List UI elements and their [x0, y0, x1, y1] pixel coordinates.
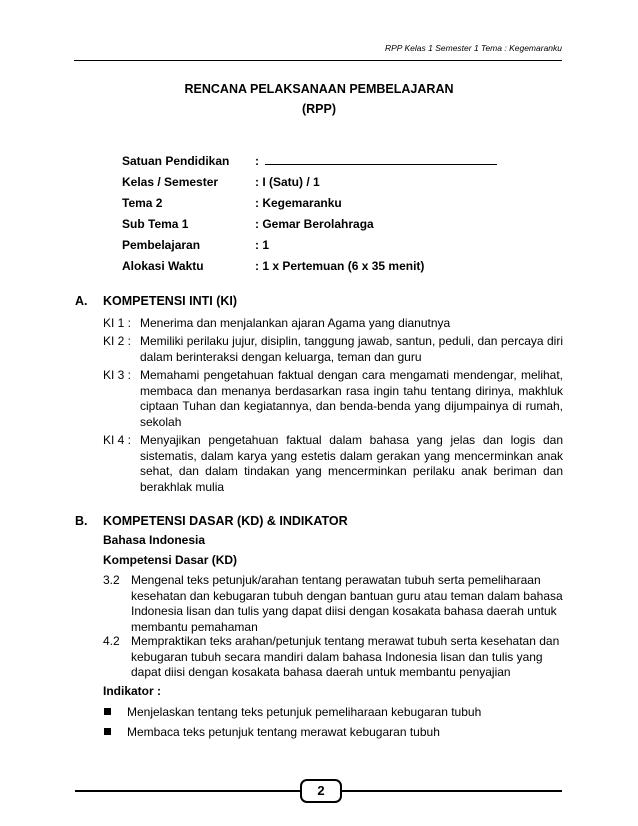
ki-number: KI 1 :	[103, 316, 132, 330]
identity-label: Pembelajaran	[122, 238, 201, 252]
square-bullet-icon	[104, 728, 111, 735]
ki-item	[103, 433, 563, 497]
ki-number: KI 4 :	[103, 433, 132, 447]
identity-label: Satuan Pendidikan	[122, 154, 230, 168]
indicator-item	[104, 705, 481, 719]
identity-row	[0, 235, 638, 256]
footer-rule-left	[75, 790, 301, 792]
ki-item	[103, 368, 563, 432]
indicator-heading: Indikator :	[103, 684, 162, 698]
identity-row	[0, 214, 638, 235]
indicator-item	[104, 725, 440, 739]
ki-item	[103, 334, 563, 366]
identity-table	[0, 151, 638, 281]
document-title: RENCANA PELAKSANAAN PEMBELAJARAN	[184, 82, 454, 96]
kd-number: 4.2	[103, 634, 120, 648]
document-subtitle: (RPP)	[301, 102, 337, 116]
ki-item	[103, 316, 563, 332]
kd-item	[103, 573, 563, 637]
identity-value: : Gemar Berolahraga	[255, 217, 374, 231]
square-bullet-icon	[104, 708, 111, 715]
indicator-text: Membaca teks petunjuk tentang merawat kebugaran tubuh	[127, 725, 440, 739]
ki-number: KI 3 :	[103, 368, 132, 382]
identity-label: Sub Tema 1	[122, 217, 189, 231]
section-b-letter: B.	[75, 514, 88, 528]
header-rule	[74, 60, 562, 61]
section-b-heading: KOMPETENSI DASAR (KD) & INDIKATOR	[103, 514, 348, 528]
identity-row	[0, 193, 638, 214]
section-a-letter: A.	[75, 294, 88, 308]
identity-value: : 1	[255, 238, 270, 252]
kd-text: Mengenal teks petunjuk/arahan tentang perawatan tubuh serta pemeliharaan kesehatan dan kebugaran tubuh dengan bantuan guru atau teman dalam bahasa Indonesia lisan dan tulis yang dapat diisi dengan kosakata bahasa daerah untuk membantu pemahaman	[131, 573, 563, 634]
identity-row	[0, 172, 638, 193]
identity-value: : 1 x Pertemuan (6 x 35 menit)	[255, 259, 425, 273]
identity-row	[0, 151, 638, 172]
section-a-heading: KOMPETENSI INTI (KI)	[103, 294, 238, 308]
running-header: RPP Kelas 1 Semester 1 Tema : Kegemaranku	[384, 43, 562, 53]
ki-text: Memiliki perilaku jujur, disiplin, tanggung jawab, santun, peduli, dan percaya diri dalam berinteraksi dengan keluarga, teman dan guru	[140, 334, 563, 364]
identity-row	[0, 256, 638, 277]
identity-label: Kelas / Semester	[122, 175, 219, 189]
identity-value: : I (Satu) / 1	[255, 175, 320, 189]
kd-heading: Kompetensi Dasar (KD)	[103, 553, 238, 567]
footer-rule-right	[337, 790, 562, 792]
ki-text: Menyajikan pengetahuan faktual dalam bahasa yang jelas dan logis dan sistematis, dalam karya yang estetis dalam gerakan yang mencerminkan anak sehat, dan dalam tindakan yang mencerminkan perilaku anak beriman dan berakhlak mulia	[140, 433, 563, 494]
identity-label: Tema 2	[122, 196, 163, 210]
identity-label: Alokasi Waktu	[122, 259, 204, 273]
subject-heading: Bahasa Indonesia	[103, 533, 206, 547]
kd-number: 3.2	[103, 573, 120, 587]
ki-text: Memahami pengetahuan faktual dengan cara mengamati mendengar, melihat, membaca dan menanya berdasarkan rasa ingin tahu tentang dirinya, makhluk ciptaan Tuhan dan kegiatannya, dan benda-benda yang dijumpainya di rumah, sekolah	[140, 368, 563, 429]
ki-text: Menerima dan menjalankan ajaran Agama yang dianutnya	[140, 316, 451, 330]
ki-number: KI 2 :	[103, 334, 132, 348]
kd-text: Mempraktikan teks arahan/petunjuk tentang merawat tubuh serta kesehatan dan kebugaran tubuh secara mandiri dalam bahasa Indonesia lisan dan tulis yang dapat diisi dengan kosakata bahasa daerah untuk membantu penyajian	[131, 634, 560, 679]
fill-blank-line	[265, 154, 497, 165]
indicator-text: Menjelaskan tentang teks petunjuk pemeliharaan kebugaran tubuh	[127, 705, 482, 719]
kd-item	[103, 634, 563, 682]
page-number: 2	[300, 779, 342, 803]
identity-value: : Kegemaranku	[255, 196, 342, 210]
identity-value: :	[255, 151, 497, 172]
